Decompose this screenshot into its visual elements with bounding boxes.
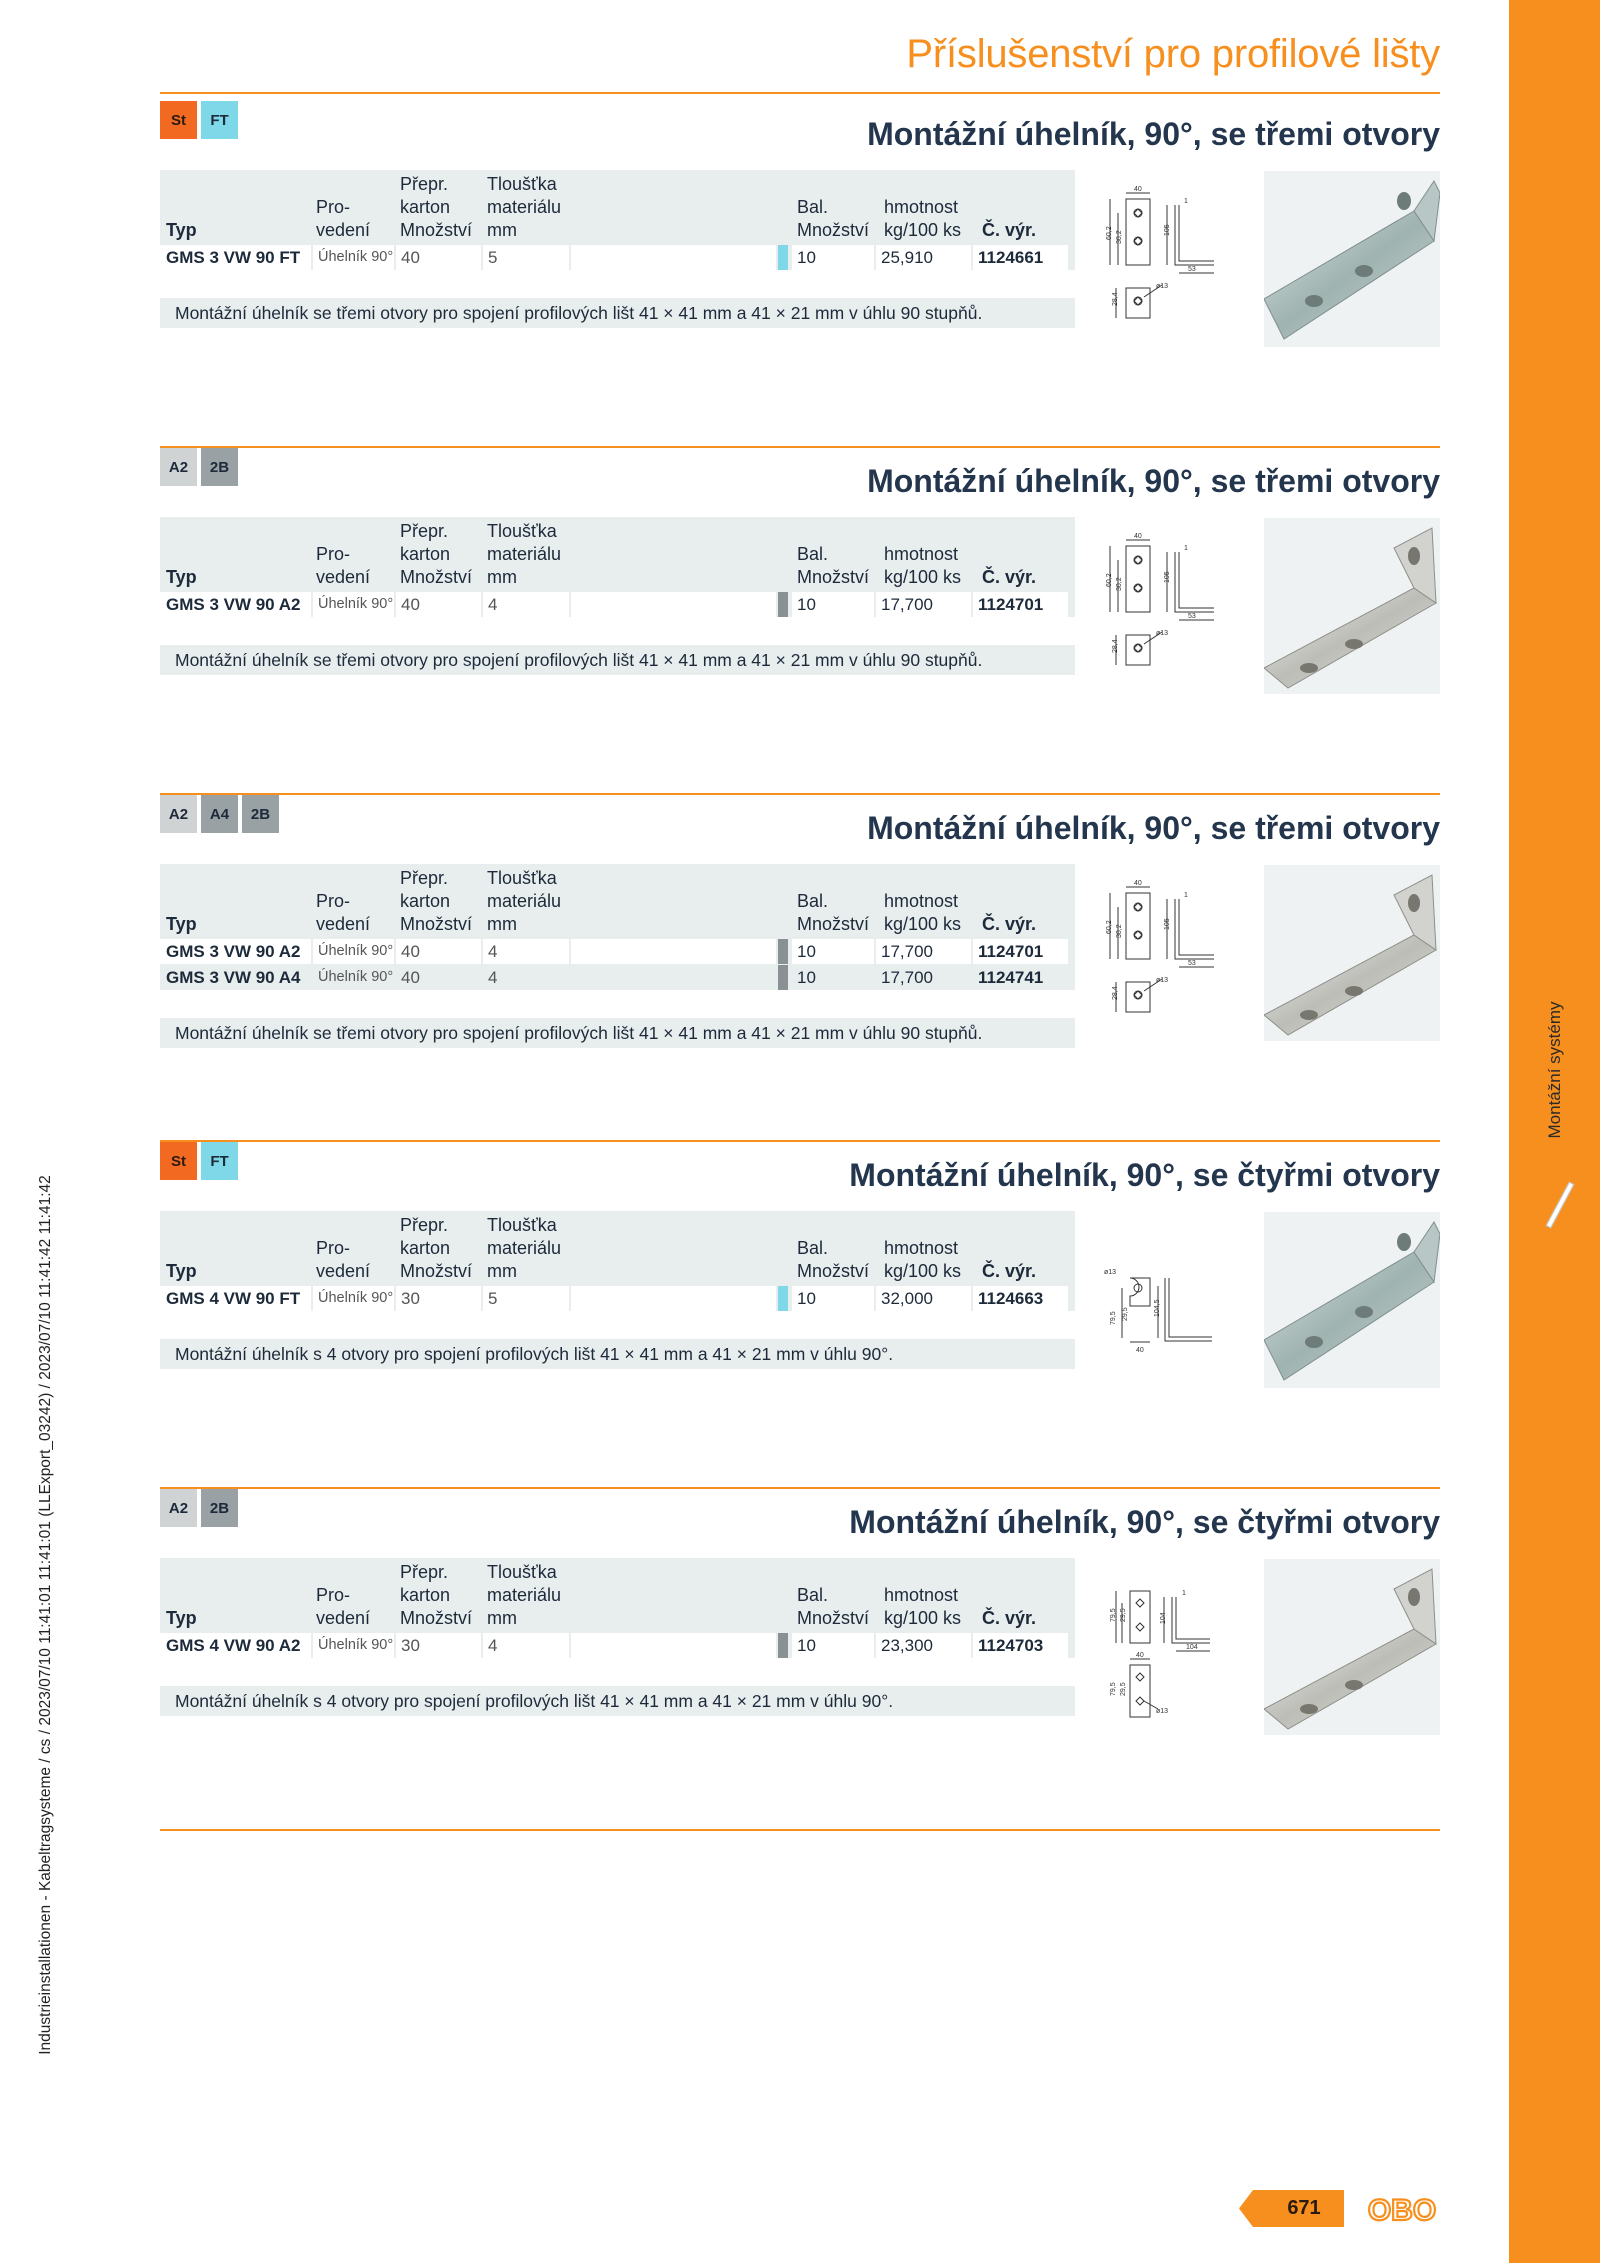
svg-text:40: 40: [1136, 1347, 1144, 1354]
column-header-line: Množství: [400, 1261, 473, 1281]
column-header-cvyr: Č. výr.: [982, 1261, 1037, 1281]
cell-cv: 1124741: [973, 965, 1068, 990]
material-badges: [160, 1489, 238, 1527]
product-photo: [1264, 171, 1440, 347]
page-number: 671: [1287, 2197, 1321, 2219]
cell-cv: 1124703: [973, 1633, 1068, 1658]
column-header-hm: [884, 1584, 961, 1630]
product-photo: [1264, 518, 1440, 694]
cell-mark: [778, 965, 788, 990]
column-header-line: Množství: [400, 914, 473, 934]
column-header-typ: Typ: [166, 914, 197, 934]
product-description: Montážní úhelník s 4 otvory pro spojení profilových lišt 41 × 41 mm a 41 × 21 mm v úhlu 90°.: [160, 1686, 1075, 1716]
cell-prov: Úhelník 90°: [313, 965, 394, 990]
column-header-line: Množství: [797, 567, 870, 587]
column-header-typ: Typ: [166, 567, 197, 587]
table-header: [160, 1211, 1075, 1285]
product-title: Montážní úhelník, 90°, se třemi otvory: [867, 463, 1440, 499]
column-header-line: Množství: [400, 220, 473, 240]
product-table: [160, 1211, 1075, 1311]
cell-typ: GMS 4 VW 90 FT: [160, 1286, 311, 1311]
column-header-line: mm: [487, 1608, 517, 1628]
column-header-line: Tloušťka: [487, 1215, 557, 1235]
column-header-line: mm: [487, 220, 517, 240]
galvanized-bracket-photo: [1264, 171, 1440, 347]
column-header-line: karton: [400, 891, 451, 911]
column-header-line: Přepr.: [400, 868, 449, 888]
cell-kart: 40: [396, 965, 481, 990]
column-header-typ: Typ: [166, 1608, 197, 1628]
table-header: [160, 1558, 1075, 1632]
cell-tl: 4: [483, 939, 569, 964]
material-badges: [160, 1142, 238, 1180]
svg-text:53: 53: [1188, 960, 1196, 967]
table-row: [160, 592, 1075, 617]
cell-typ: GMS 3 VW 90 A4: [160, 965, 311, 990]
column-header-line: Tloušťka: [487, 174, 557, 194]
column-header-line: materiálu: [487, 544, 562, 564]
svg-text:60,2: 60,2: [1106, 226, 1113, 240]
cell-hm: 23,300: [876, 1633, 971, 1658]
cell-mark: [778, 1286, 788, 1311]
section-rule: [160, 1140, 1440, 1142]
footer-export-info: Industrieinstallationen - Kabeltragsysteme / cs / 2023/07/10 11:41:01 11:41:01 (LLExport_03242) / 2023/07/10 11:41:42 11:41:42: [37, 1175, 54, 2055]
column-header-prov: [316, 1584, 370, 1630]
svg-text:1: 1: [1182, 1590, 1186, 1597]
cell-cv: 1124663: [973, 1286, 1068, 1311]
product-photo: [1264, 1212, 1440, 1388]
page-title: Příslušenství pro profilové lišty: [906, 32, 1440, 76]
column-header-line: hmotnost: [884, 1238, 959, 1258]
svg-text:53: 53: [1188, 613, 1196, 620]
obo-logo: [1362, 2189, 1442, 2229]
column-header-line: kg/100 ks: [884, 1261, 962, 1281]
table-row: [160, 1286, 1075, 1311]
column-header-tl: [487, 1214, 561, 1283]
column-header-bal: [797, 1237, 869, 1283]
column-header-line: Pro-: [316, 544, 351, 564]
table-header: [160, 170, 1075, 244]
stainless-bracket-photo: [1264, 865, 1440, 1041]
column-header-line: hmotnost: [884, 544, 959, 564]
material-badge: 2B: [201, 1489, 238, 1527]
material-badges: [160, 448, 238, 486]
column-header-line: Bal.: [797, 544, 829, 564]
svg-text:40: 40: [1134, 186, 1142, 193]
column-header-line: materiálu: [487, 197, 562, 217]
product-photo: [1264, 1559, 1440, 1735]
material-badges: [160, 101, 238, 139]
column-header-bal: [797, 543, 869, 589]
svg-text:29,5: 29,5: [1122, 1307, 1129, 1321]
column-header-line: kg/100 ks: [884, 220, 962, 240]
cell-cv: 1124701: [973, 939, 1068, 964]
column-header-kart: [400, 1561, 472, 1630]
column-header-cvyr: Č. výr.: [982, 567, 1037, 587]
column-header-hm: [884, 543, 961, 589]
cell-kart: 40: [396, 939, 481, 964]
column-header-kart: [400, 520, 472, 589]
svg-text:ø13: ø13: [1156, 630, 1169, 637]
material-badge: A2: [160, 795, 197, 833]
cell-prov: Úhelník 90°: [313, 245, 394, 270]
column-header-line: karton: [400, 197, 451, 217]
three-hole-bracket-drawing: [1100, 879, 1225, 1034]
header-rule: [160, 92, 1440, 94]
column-header-line: Množství: [797, 1608, 870, 1628]
svg-text:ø13: ø13: [1156, 1708, 1169, 1715]
column-header-line: vedení: [316, 1261, 371, 1281]
column-header-cvyr: Č. výr.: [982, 220, 1037, 240]
svg-text:30,2: 30,2: [1116, 924, 1123, 938]
section-rule: [160, 793, 1440, 795]
cell-mark: [778, 939, 788, 964]
cell-bal: 10: [792, 1633, 874, 1658]
svg-text:40: 40: [1134, 533, 1142, 540]
technical-drawing-three-hole: [1100, 879, 1225, 1029]
product-table: [160, 864, 1075, 990]
product-table: [160, 1558, 1075, 1658]
column-header-line: Bal.: [797, 1238, 829, 1258]
table-row: [160, 245, 1075, 270]
cell-hm: 25,910: [876, 245, 971, 270]
cell-hm: 17,700: [876, 592, 971, 617]
material-badges: [160, 795, 279, 833]
svg-text:30,2: 30,2: [1116, 230, 1123, 244]
technical-drawing-four-hole: [1100, 1573, 1225, 1723]
cell-typ: GMS 3 VW 90 FT: [160, 245, 311, 270]
column-header-kart: [400, 173, 472, 242]
cell-prov: Úhelník 90°: [313, 592, 394, 617]
cell-mark: [778, 592, 788, 617]
cell-mark: [778, 245, 788, 270]
column-header-cvyr: Č. výr.: [982, 914, 1037, 934]
cell-tl: 4: [483, 592, 569, 617]
svg-text:105: 105: [1164, 571, 1171, 583]
column-header-line: Množství: [797, 914, 870, 934]
column-header-line: Množství: [797, 220, 870, 240]
column-header-tl: [487, 867, 561, 936]
cell-mark: [778, 1633, 788, 1658]
cell-blank: [571, 965, 776, 990]
column-header-line: Tloušťka: [487, 868, 557, 888]
product-photo: [1264, 865, 1440, 1041]
svg-text:ø13: ø13: [1156, 977, 1169, 984]
svg-text:79,5: 79,5: [1110, 1608, 1117, 1622]
cell-kart: 30: [396, 1633, 481, 1658]
product-title: Montážní úhelník, 90°, se čtyřmi otvory: [849, 1504, 1440, 1540]
column-header-line: Množství: [400, 1608, 473, 1628]
column-header-line: Bal.: [797, 1585, 829, 1605]
column-header-line: vedení: [316, 567, 371, 587]
svg-text:OBO: OBO: [1367, 2194, 1437, 2227]
column-header-hm: [884, 890, 961, 936]
cell-blank: [571, 1286, 776, 1311]
column-header-line: vedení: [316, 220, 371, 240]
table-row: [160, 939, 1075, 964]
svg-text:40: 40: [1134, 880, 1142, 887]
svg-text:28,4: 28,4: [1112, 639, 1119, 653]
column-header-line: mm: [487, 914, 517, 934]
cell-prov: Úhelník 90°: [313, 1633, 394, 1658]
material-badge: St: [160, 101, 197, 139]
column-header-line: kg/100 ks: [884, 1608, 962, 1628]
column-header-line: Pro-: [316, 891, 351, 911]
table-header: [160, 864, 1075, 938]
column-header-line: karton: [400, 544, 451, 564]
column-header-line: kg/100 ks: [884, 914, 962, 934]
column-header-line: kg/100 ks: [884, 567, 962, 587]
column-header-line: mm: [487, 567, 517, 587]
column-header-tl: [487, 520, 561, 589]
product-title: Montážní úhelník, 90°, se třemi otvory: [867, 810, 1440, 846]
cell-tl: 4: [483, 1633, 569, 1658]
column-header-line: Bal.: [797, 197, 829, 217]
product-description: Montážní úhelník se třemi otvory pro spojení profilových lišt 41 × 41 mm a 41 × 21 mm v úhlu 90 stupňů.: [160, 298, 1075, 328]
column-header-hm: [884, 196, 961, 242]
column-header-line: materiálu: [487, 1585, 562, 1605]
column-header-bal: [797, 196, 869, 242]
side-section-label: Montážní systémy: [1545, 1001, 1564, 1139]
cell-kart: 30: [396, 1286, 481, 1311]
four-hole-bracket-drawing: [1100, 1573, 1225, 1728]
svg-text:53: 53: [1188, 266, 1196, 273]
cell-blank: [571, 245, 776, 270]
cell-typ: GMS 3 VW 90 A2: [160, 939, 311, 964]
svg-text:104: 104: [1186, 1644, 1198, 1651]
bottom-rule: [160, 1829, 1440, 1831]
cell-hm: 17,700: [876, 939, 971, 964]
cell-tl: 5: [483, 1286, 569, 1311]
material-badge: FT: [201, 1142, 238, 1180]
column-header-cvyr: Č. výr.: [982, 1608, 1037, 1628]
svg-text:79,5: 79,5: [1110, 1682, 1117, 1696]
column-header-line: Pro-: [316, 1585, 351, 1605]
material-badge: A2: [160, 1489, 197, 1527]
galvanized-bracket-photo: [1264, 1212, 1440, 1388]
svg-text:40: 40: [1136, 1652, 1144, 1659]
cell-typ: GMS 3 VW 90 A2: [160, 592, 311, 617]
stainless-bracket-photo: [1264, 1559, 1440, 1735]
column-header-prov: [316, 543, 370, 589]
svg-text:28,4: 28,4: [1112, 292, 1119, 306]
column-header-typ: Typ: [166, 220, 197, 240]
table-row: [160, 1633, 1075, 1658]
column-header-tl: [487, 173, 561, 242]
column-header-line: hmotnost: [884, 891, 959, 911]
material-badge: FT: [201, 101, 238, 139]
section-rule: [160, 446, 1440, 448]
table-header: [160, 517, 1075, 591]
column-header-line: Tloušťka: [487, 1562, 557, 1582]
stainless-bracket-photo: [1264, 518, 1440, 694]
cell-tl: 4: [483, 965, 569, 990]
cell-bal: 10: [792, 965, 874, 990]
cell-blank: [571, 939, 776, 964]
column-header-line: karton: [400, 1585, 451, 1605]
column-header-bal: [797, 1584, 869, 1630]
column-header-line: materiálu: [487, 891, 562, 911]
table-row: [160, 965, 1075, 990]
column-header-line: hmotnost: [884, 197, 959, 217]
column-header-line: Pro-: [316, 197, 351, 217]
four-hole-bracket-drawing: [1100, 1226, 1225, 1381]
material-badge: A2: [160, 448, 197, 486]
svg-text:1: 1: [1184, 198, 1188, 205]
column-header-line: Přepr.: [400, 174, 449, 194]
cell-typ: GMS 4 VW 90 A2: [160, 1633, 311, 1658]
column-header-line: Přepr.: [400, 1215, 449, 1235]
svg-text:60,2: 60,2: [1106, 920, 1113, 934]
material-badge: 2B: [201, 448, 238, 486]
cell-bal: 10: [792, 592, 874, 617]
cell-tl: 5: [483, 245, 569, 270]
column-header-tl: [487, 1561, 561, 1630]
svg-text:105: 105: [1164, 918, 1171, 930]
product-description: Montážní úhelník se třemi otvory pro spojení profilových lišt 41 × 41 mm a 41 × 21 mm v úhlu 90 stupňů.: [160, 1018, 1075, 1048]
svg-text:1: 1: [1184, 892, 1188, 899]
cell-cv: 1124701: [973, 592, 1068, 617]
column-header-line: hmotnost: [884, 1585, 959, 1605]
technical-drawing-three-hole: [1100, 185, 1225, 335]
column-header-line: vedení: [316, 1608, 371, 1628]
column-header-hm: [884, 1237, 961, 1283]
material-badge: 2B: [242, 795, 279, 833]
column-header-line: vedení: [316, 914, 371, 934]
svg-text:104: 104: [1160, 1612, 1167, 1624]
cell-cv: 1124661: [973, 245, 1068, 270]
column-header-line: mm: [487, 1261, 517, 1281]
cell-kart: 40: [396, 592, 481, 617]
column-header-line: Bal.: [797, 891, 829, 911]
cell-prov: Úhelník 90°: [313, 939, 394, 964]
column-header-line: Množství: [400, 567, 473, 587]
svg-text:30,2: 30,2: [1116, 577, 1123, 591]
column-header-line: Přepr.: [400, 521, 449, 541]
section-rule: [160, 1487, 1440, 1489]
product-description: Montážní úhelník se třemi otvory pro spojení profilových lišt 41 × 41 mm a 41 × 21 mm v úhlu 90 stupňů.: [160, 645, 1075, 675]
technical-drawing-three-hole: [1100, 532, 1225, 682]
column-header-prov: [316, 890, 370, 936]
cell-bal: 10: [792, 245, 874, 270]
cell-hm: 32,000: [876, 1286, 971, 1311]
svg-text:28,4: 28,4: [1112, 986, 1119, 1000]
column-header-kart: [400, 1214, 472, 1283]
column-header-prov: [316, 1237, 370, 1283]
product-title: Montážní úhelník, 90°, se třemi otvory: [867, 116, 1440, 152]
svg-text:104,5: 104,5: [1154, 1299, 1161, 1317]
cell-hm: 17,700: [876, 965, 971, 990]
cell-prov: Úhelník 90°: [313, 1286, 394, 1311]
product-table: [160, 517, 1075, 617]
product-table: [160, 170, 1075, 270]
column-header-line: Množství: [797, 1261, 870, 1281]
svg-text:79,5: 79,5: [1110, 1311, 1117, 1325]
cell-blank: [571, 1633, 776, 1658]
column-header-kart: [400, 867, 472, 936]
column-header-line: Přepr.: [400, 1562, 449, 1582]
three-hole-bracket-drawing: [1100, 532, 1225, 687]
svg-text:29,5: 29,5: [1120, 1682, 1127, 1696]
cell-bal: 10: [792, 1286, 874, 1311]
cell-bal: 10: [792, 939, 874, 964]
column-header-bal: [797, 890, 869, 936]
material-badge: A4: [201, 795, 238, 833]
cell-blank: [571, 592, 776, 617]
technical-drawing-four-hole: [1100, 1226, 1225, 1376]
product-description: Montážní úhelník s 4 otvory pro spojení profilových lišt 41 × 41 mm a 41 × 21 mm v úhlu 90°.: [160, 1339, 1075, 1369]
product-title: Montážní úhelník, 90°, se čtyřmi otvory: [849, 1157, 1440, 1193]
svg-text:105: 105: [1164, 224, 1171, 236]
svg-text:29,5: 29,5: [1120, 1608, 1127, 1622]
column-header-line: Pro-: [316, 1238, 351, 1258]
column-header-typ: Typ: [166, 1261, 197, 1281]
column-header-line: Tloušťka: [487, 521, 557, 541]
svg-text:ø13: ø13: [1156, 283, 1169, 290]
column-header-line: materiálu: [487, 1238, 562, 1258]
svg-text:1: 1: [1184, 545, 1188, 552]
cell-kart: 40: [396, 245, 481, 270]
column-header-line: karton: [400, 1238, 451, 1258]
svg-text:60,2: 60,2: [1106, 573, 1113, 587]
column-header-prov: [316, 196, 370, 242]
three-hole-bracket-drawing: [1100, 185, 1225, 340]
material-badge: St: [160, 1142, 197, 1180]
svg-text:ø13: ø13: [1104, 1269, 1117, 1276]
